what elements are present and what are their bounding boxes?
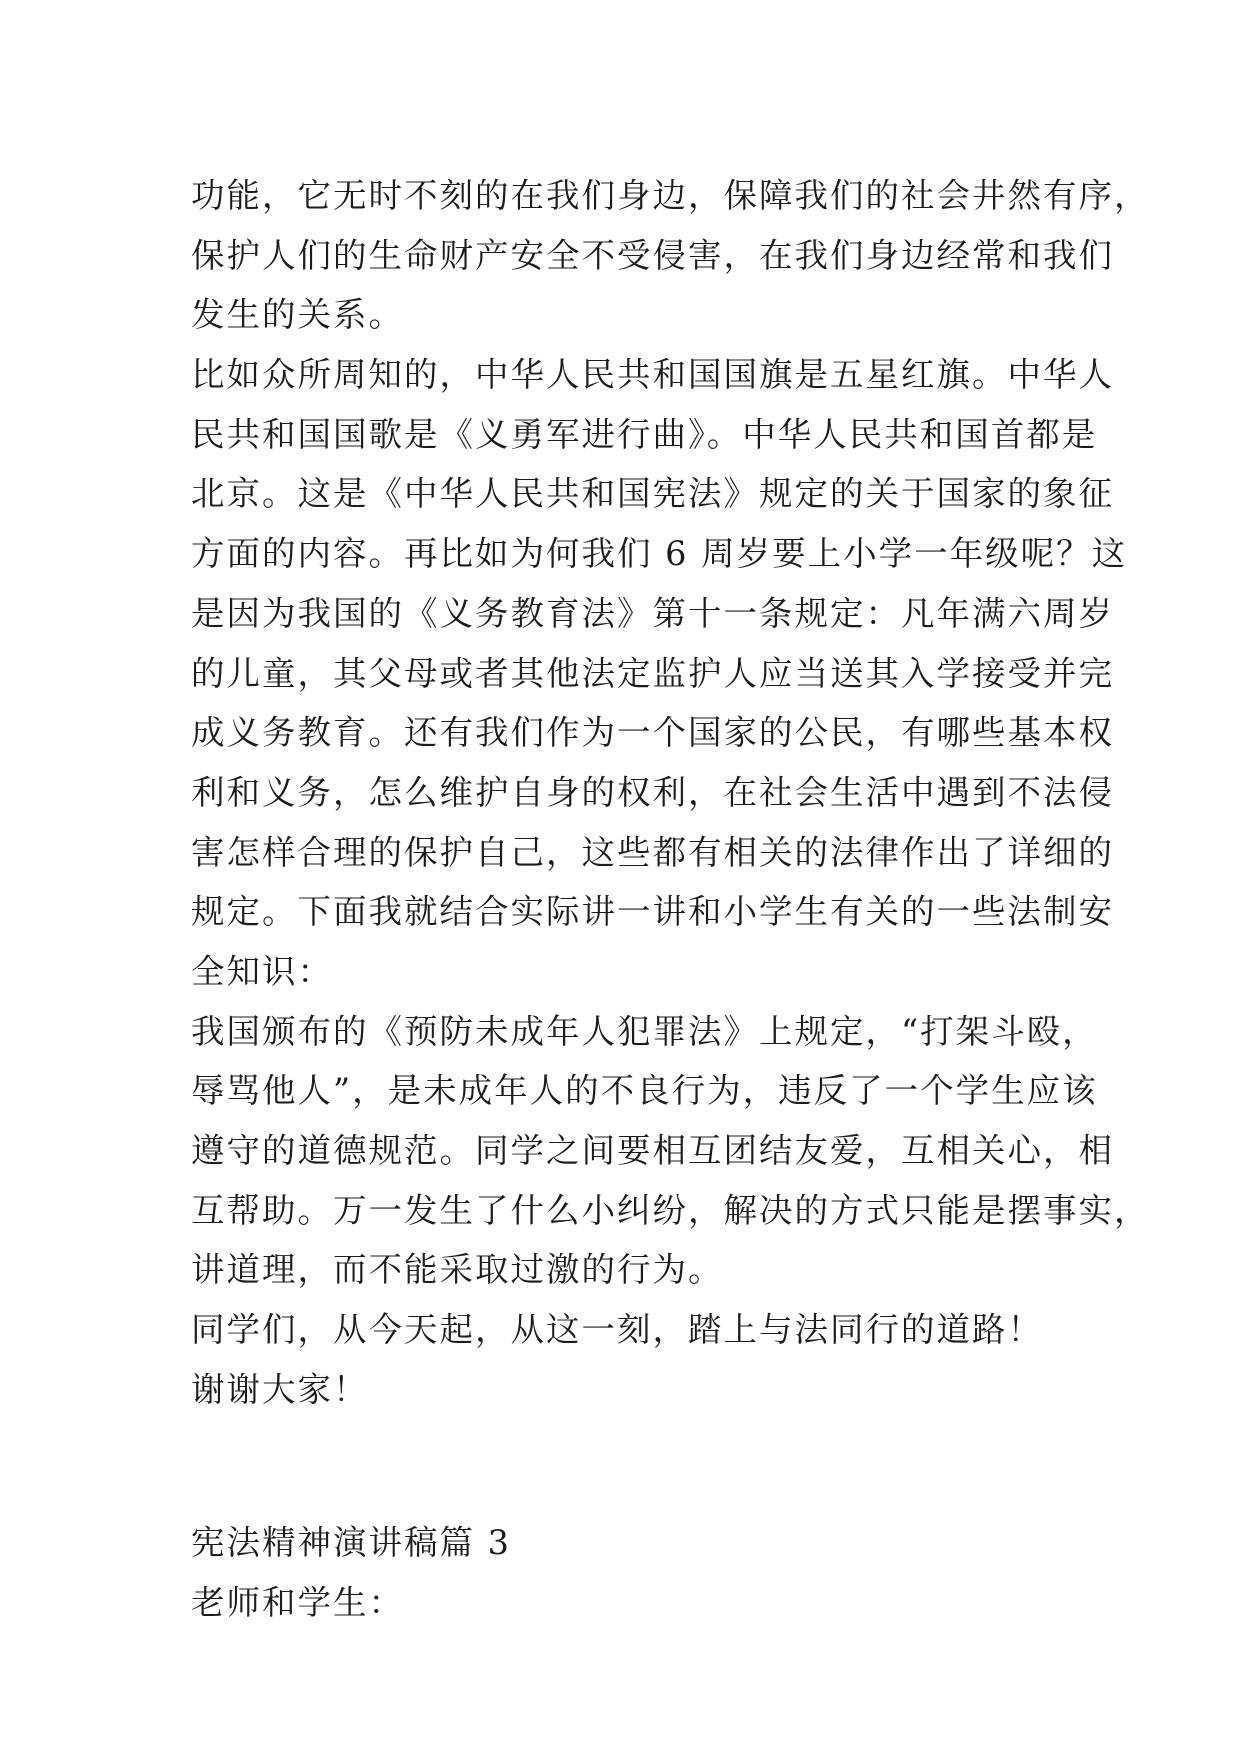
body-line: 发生的关系。	[191, 295, 404, 335]
body-line: 成义务教育。还有我们作为一个国家的公民，有哪些基本权	[191, 713, 1114, 753]
body-line: 全知识：	[191, 951, 333, 991]
body-line: 互帮助。万一发生了什么小纠纷，解决的方式只能是摆事实，	[191, 1190, 1150, 1230]
body-line: 民共和国国歌是《义勇军进行曲》。中华人民共和国首都是	[191, 414, 1098, 454]
document-body	[191, 166, 1150, 1633]
body-line: 辱骂他人”，是未成年人的不良行为，违反了一个学生应该	[191, 1071, 1098, 1111]
body-line: 是因为我国的《义务教育法》第十一条规定：凡年满六周岁	[191, 593, 1114, 633]
paragraph-gap	[191, 1419, 1071, 1513]
body-line: 的儿童，其父母或者其他法定监护人应当送其入学接受并完	[191, 653, 1114, 693]
body-line: 保护人们的生命财产安全不受侵害，在我们身边经常和我们	[191, 235, 1114, 275]
body-line: 害怎样合理的保护自己，这些都有相关的法律作出了详细的	[191, 832, 1114, 872]
body-line: 利和义务，怎么维护自身的权利，在社会生活中遇到不法侵	[191, 772, 1114, 812]
body-line: 规定。下面我就结合实际讲一讲和小学生有关的一些法制安	[191, 892, 1114, 932]
body-line: 遵守的道德规范。同学之间要相互团结友爱，互相关心，相	[191, 1131, 1114, 1170]
body-line: 同学们，从今天起，从这一刻，踏上与法同行的道路！	[191, 1310, 1043, 1350]
body-line: 我国颁布的《预防未成年人犯罪法》上规定，“打架斗殴，	[191, 1011, 1098, 1051]
body-line: 谢谢大家！	[191, 1369, 369, 1409]
body-line: 比如众所周知的，中华人民共和国国旗是五星红旗。中华人	[191, 355, 1114, 395]
section-heading: 宪法精神演讲稿篇 3	[191, 1523, 511, 1563]
salutation: 老师和学生：	[191, 1583, 404, 1623]
body-line: 方面的内容。再比如为何我们 6 周岁要上小学一年级呢？这	[191, 534, 1128, 574]
body-line: 讲道理，而不能采取过激的行为。	[191, 1250, 724, 1290]
body-line: 功能，它无时不刻的在我们身边，保障我们的社会井然有序，	[191, 176, 1150, 215]
body-line: 北京。这是《中华人民共和国宪法》规定的关于国家的象征	[191, 474, 1114, 514]
